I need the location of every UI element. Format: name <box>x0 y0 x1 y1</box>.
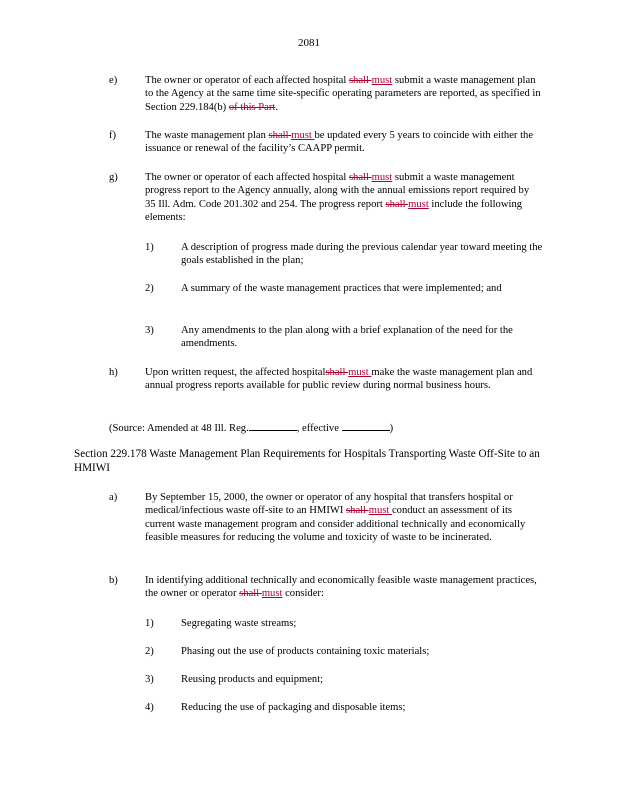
list-item-label: 3) <box>145 325 154 336</box>
paragraph-text: In identifying additional technically and economically feasible waste management practices, the owner or operator shall must consider: <box>145 575 537 600</box>
list-item-label: 3) <box>145 674 154 685</box>
list-item-label: 1) <box>145 242 154 253</box>
deleted-text: shall <box>348 172 372 183</box>
paragraph-text: The owner or operator of each affected hospital shall must submit a waste management progress report to the Agency annually, along with the annual emissions report required by 35 Ill. Adm. Code 201.302 and 254. The progress report shall must include the following elements: <box>145 172 530 224</box>
section-heading: Section 229.178 Waste Management Plan Requirements for Hospitals Transporting Waste Off-Site to an HMIWI <box>74 448 540 474</box>
list-item-label: 2) <box>145 283 154 294</box>
deleted-text: shall <box>385 198 409 210</box>
list-item-text: Reusing products and equipment; <box>181 674 324 685</box>
deleted-text: of this Part <box>228 101 276 113</box>
inserted-text: must <box>291 130 315 141</box>
list-item-text: A summary of the waste management practices that were implemented; and <box>181 283 502 294</box>
deleted-text: shall <box>239 588 262 600</box>
inserted-text: must <box>408 198 429 210</box>
paragraph-text: The waste management plan shall must be updated every 5 years to coincide with either the issuance or renewal of the facility’s CAAPP permit. <box>145 130 534 155</box>
list-item-text: Phasing out the use of products containing toxic materials; <box>181 646 430 657</box>
paragraph-label: e) <box>109 75 118 86</box>
paragraph-text: By September 15, 2000, the owner or operator of any hospital that transfers hospital or medical/infectious waste off-site to an HMIWI shall must conduct an assessment of its current waste management program and consider additional technically and economically feasible measures for reducing the volume and toxicity of waste to be incinerated. <box>145 492 526 544</box>
list-item-label: 4) <box>145 702 154 713</box>
deleted-text: shall <box>348 75 372 86</box>
inserted-text: must <box>371 172 393 183</box>
page-number: 2081 <box>298 37 320 49</box>
paragraph-text: The owner or operator of each affected hospital shall must submit a waste management plan to the Agency at the same time site-specific operating parameters are reported, as specified in Section 229.184(b) of this Part. <box>145 75 541 113</box>
paragraph-label: a) <box>109 492 118 503</box>
deleted-text: shall <box>346 505 369 517</box>
inserted-text: must <box>368 505 392 517</box>
paragraph-label: f) <box>109 130 117 141</box>
paragraph-label: g) <box>109 172 118 183</box>
list-item-text: Segregating waste streams; <box>181 618 297 629</box>
list-item-text: Any amendments to the plan along with a brief explanation of the need for the amendments. <box>181 325 513 350</box>
paragraph-label: b) <box>109 575 118 586</box>
source-note: (Source: Amended at 48 Ill. Reg. , effective ) <box>109 423 394 434</box>
blank-line <box>249 421 297 431</box>
list-item-text: Reducing the use of packaging and disposable items; <box>181 702 406 713</box>
paragraph-label: h) <box>109 367 118 378</box>
inserted-text: must <box>348 367 372 378</box>
list-item-text: A description of progress made during the previous calendar year toward meeting the goals established in the plan; <box>181 242 543 267</box>
inserted-text: must <box>371 75 393 86</box>
list-item-label: 1) <box>145 618 154 629</box>
blank-line <box>342 421 390 431</box>
paragraph-text: Upon written request, the affected hospitalshall must make the waste management plan and annual progress reports available for public review during normal business hours. <box>145 367 533 392</box>
deleted-text: shall <box>268 130 292 141</box>
deleted-text: shall <box>325 367 349 378</box>
inserted-text: must <box>261 588 283 600</box>
list-item-label: 2) <box>145 646 154 657</box>
